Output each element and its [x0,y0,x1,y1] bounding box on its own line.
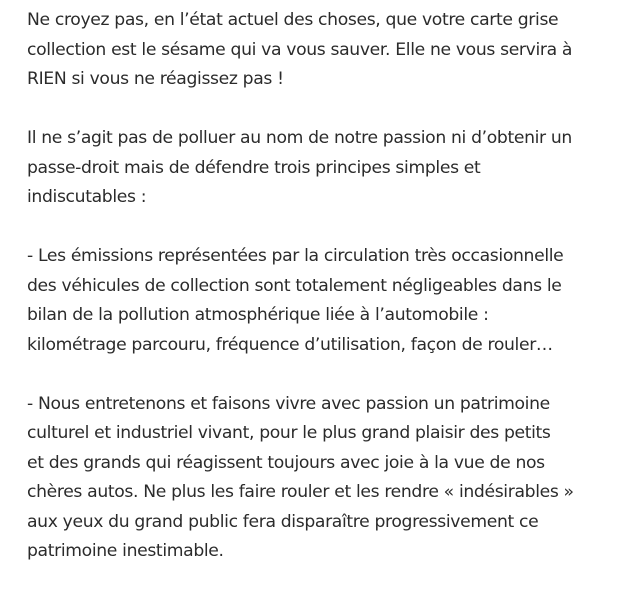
article-body [27,6,627,596]
paragraph-carte-grise [27,6,627,95]
text-line: indiscutables : [27,187,147,207]
text-line: aux yeux du grand public fera disparaître progressivement ce [27,511,539,532]
paragraph-patrimoine [27,390,627,567]
text-line: culturel et industriel vivant, pour le plus grand plaisir des petits [27,423,551,443]
text-line: des véhicules de collection sont totalement négligeables dans le [27,275,562,296]
text-line: patrimoine inestimable. [27,541,224,561]
text-line: passe-droit mais de défendre trois principes simples et [27,157,481,178]
paragraph-principes [27,124,627,213]
text-line: Il ne s’agit pas de polluer au nom de notre passion ni d’obtenir un [27,128,572,148]
text-line: kilométrage parcouru, fréquence d’utilisation, façon de rouler… [27,334,553,355]
text-line: et des grands qui réagissent toujours avec joie à la vue de nos [27,452,545,473]
text-line: collection est le sésame qui va vous sauver. Elle ne vous servira à [27,39,573,60]
text-line: Ne croyez pas, en l’état actuel des choses, que votre carte grise [27,10,559,30]
paragraph-emissions [27,242,627,360]
text-line: chères autos. Ne plus les faire rouler et les rendre « indésirables » [27,482,574,502]
text-line: - Les émissions représentées par la circulation très occasionnelle [27,246,564,266]
text-line: bilan de la pollution atmosphérique liée à l’automobile : [27,305,489,325]
text-line: - Nous entretenons et faisons vivre avec passion un patrimoine [27,393,550,414]
text-line: RIEN si vous ne réagissez pas ! [27,69,284,89]
